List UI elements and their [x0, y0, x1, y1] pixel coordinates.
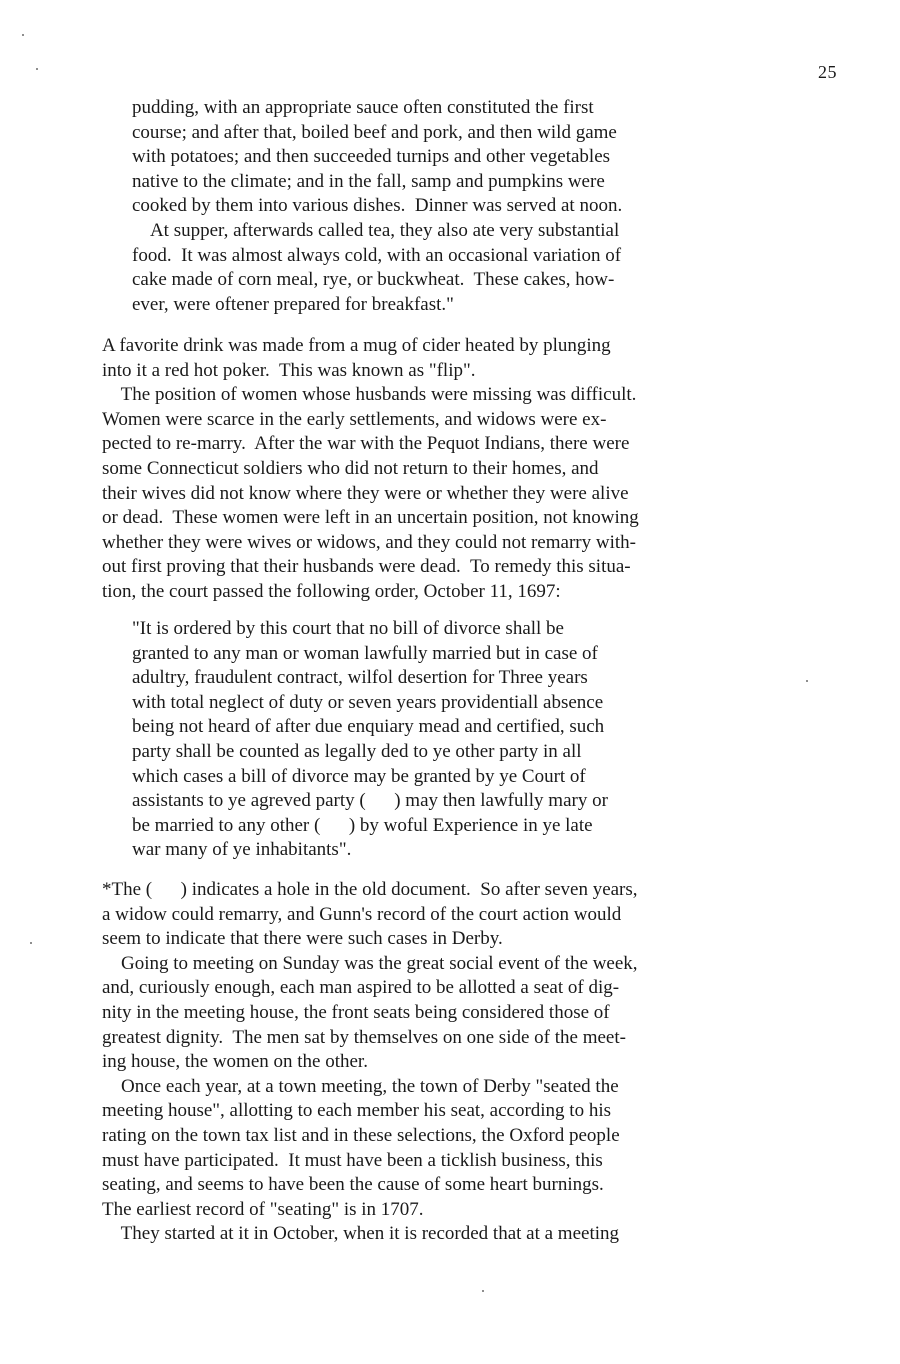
text-line: being not heard of after due enquiary mead and certified, such — [132, 716, 605, 738]
text-line: some Connecticut soldiers who did not return to their homes, and — [102, 457, 599, 479]
text-line: A favorite drink was made from a mug of cider heated by plunging — [102, 335, 611, 356]
text-block-meals — [132, 96, 822, 317]
text-line: a widow could remarry, and Gunn's record of the court action would — [102, 903, 622, 925]
text-line: into it a red hot poker. This was known as "flip". — [102, 359, 476, 381]
text-block-meeting-house — [102, 878, 832, 1247]
text-line: Women were scarce in the early settlements, and widows were ex- — [102, 408, 607, 430]
text-line: food. It was almost always cold, with an occasional variation of — [132, 244, 622, 266]
text-line: granted to any man or woman lawfully married but in case of — [132, 642, 598, 664]
text-line: their wives did not know where they were or whether they were alive — [102, 482, 629, 504]
text-line: assistants to ye agreved party ( ) may then lawfully mary or — [132, 790, 608, 812]
text-line: nity in the meeting house, the front seats being considered those of — [102, 1001, 610, 1023]
text-line: which cases a bill of divorce may be granted by ye Court of — [132, 765, 586, 787]
text-line: rating on the town tax list and in these selections, the Oxford people — [102, 1124, 620, 1146]
text-line: war many of ye inhabitants". — [132, 839, 352, 861]
scan-speck — [482, 1290, 484, 1292]
text-line: with potatoes; and then succeeded turnips and other vegetables — [132, 146, 611, 168]
page-number: 25 — [818, 62, 837, 82]
text-line: pected to re-marry. After the war with the Pequot Indians, there were — [102, 433, 630, 455]
scan-speck — [806, 680, 808, 682]
text-line: course; and after that, boiled beef and pork, and then wild game — [132, 121, 617, 143]
text-line: whether they were wives or widows, and they could not remarry with- — [102, 531, 636, 553]
court-order-quote — [132, 617, 822, 863]
text-line: native to the climate; and in the fall, samp and pumpkins were — [132, 170, 605, 192]
text-line: meeting house", allotting to each member his seat, according to his — [102, 1100, 612, 1122]
text-line: cooked by them into various dishes. Dinner was served at noon. — [132, 195, 623, 217]
text-line: Going to meeting on Sunday was the great social event of the week, — [102, 952, 638, 974]
text-line: *The ( ) indicates a hole in the old document. So after seven years, — [102, 879, 638, 900]
text-line: pudding, with an appropriate sauce often constituted the first — [132, 97, 594, 118]
text-line: or dead. These women were left in an uncertain position, not knowing — [102, 507, 639, 529]
text-line: "It is ordered by this court that no bill of divorce shall be — [132, 618, 564, 639]
text-line: tion, the court passed the following order, October 11, 1697: — [102, 580, 561, 602]
text-line: ever, were oftener prepared for breakfast." — [132, 293, 454, 315]
text-line: adultry, fraudulent contract, wilfol desertion for Three years — [132, 667, 588, 689]
text-line: must have participated. It must have been a ticklish business, this — [102, 1149, 603, 1171]
text-line: At supper, afterwards called tea, they also ate very substantial — [132, 219, 620, 241]
text-line: They started at it in October, when it is recorded that at a meeting — [102, 1223, 619, 1245]
text-line: greatest dignity. The men sat by themselves on one side of the meet- — [102, 1026, 626, 1048]
text-line: seem to indicate that there were such cases in Derby. — [102, 928, 503, 950]
scan-speck — [22, 34, 24, 36]
text-line: with total neglect of duty or seven years providentiall absence — [132, 691, 604, 713]
scan-speck — [30, 942, 32, 944]
scan-speck — [36, 68, 38, 70]
text-line: seating, and seems to have been the cause of some heart burnings. — [102, 1174, 604, 1196]
text-line: cake made of corn meal, rye, or buckwheat. These cakes, how- — [132, 269, 615, 291]
text-line: out first proving that their husbands were dead. To remedy this situa- — [102, 556, 631, 578]
text-line: and, curiously enough, each man aspired to be allotted a seat of dig- — [102, 977, 620, 999]
text-line: party shall be counted as legally ded to ye other party in all — [132, 740, 582, 762]
text-block-flip-and-women — [102, 334, 832, 605]
text-line: ing house, the women on the other. — [102, 1051, 368, 1073]
text-line: be married to any other ( ) by woful Experience in ye late — [132, 814, 593, 836]
text-line: The earliest record of "seating" is in 1707. — [102, 1198, 424, 1220]
text-line: Once each year, at a town meeting, the town of Derby "seated the — [102, 1075, 619, 1097]
text-line: The position of women whose husbands were missing was difficult. — [102, 384, 637, 406]
